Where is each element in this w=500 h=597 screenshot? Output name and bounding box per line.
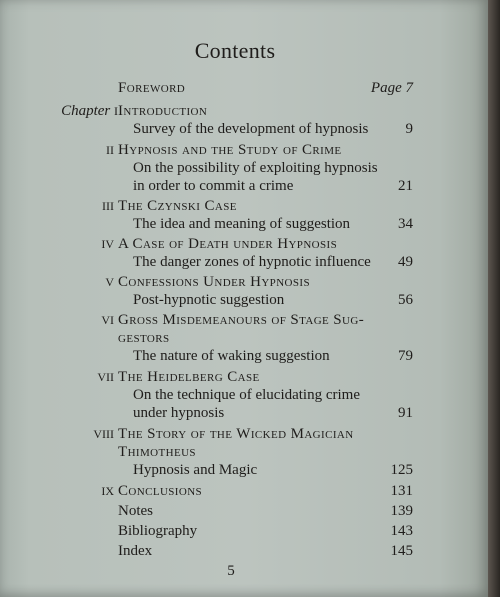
chapter-1-title: Introduction bbox=[118, 103, 208, 119]
notes-page: 139 bbox=[390, 503, 413, 519]
chapter-9-title: Conclusions bbox=[118, 483, 203, 499]
chapter-8-title-line-1: The Story of the Wicked Magician bbox=[118, 426, 354, 442]
notes-label: Notes bbox=[118, 503, 153, 519]
chapter-2-subtitle-line-2: in order to commit a crime bbox=[133, 178, 294, 194]
book-edge bbox=[488, 0, 500, 597]
chapter-1-number: Chapter I bbox=[61, 103, 118, 119]
page-folio: 5 bbox=[227, 563, 235, 579]
chapter-2-number: II bbox=[106, 143, 114, 157]
chapter-4-page: 49 bbox=[398, 254, 413, 270]
chapter-7-subtitle-line-2: under hypnosis bbox=[133, 405, 225, 421]
chapter-3-title: The Czynski Case bbox=[118, 198, 237, 214]
chapter-9-number: IX bbox=[101, 484, 114, 498]
index-page: 145 bbox=[390, 543, 413, 559]
chapter-7-subtitle-line-1: On the technique of elucidating crime bbox=[133, 387, 360, 403]
chapter-5-number: V bbox=[105, 275, 114, 289]
chapter-1-subtitle: Survey of the development of hypnosis bbox=[133, 121, 369, 137]
chapter-6-page: 79 bbox=[398, 348, 413, 364]
chapter-word: Chapter bbox=[61, 103, 111, 119]
index-label: Index bbox=[118, 543, 153, 559]
chapter-2-title: Hypnosis and the Study of Crime bbox=[118, 142, 342, 158]
chapter-6-number: VI bbox=[101, 313, 114, 327]
chapter-5-page: 56 bbox=[398, 292, 413, 308]
chapter-6-subtitle: The nature of waking suggestion bbox=[133, 348, 330, 364]
chapter-3-number: III bbox=[102, 199, 114, 213]
chapter-4-subtitle: The danger zones of hypnotic influence bbox=[133, 254, 371, 270]
chapter-7-title: The Heidelberg Case bbox=[118, 369, 260, 385]
chapter-3-subtitle: The idea and meaning of suggestion bbox=[133, 216, 351, 232]
chapter-1-page: 9 bbox=[405, 121, 413, 137]
page-title: Contents bbox=[194, 38, 276, 63]
chapter-6-title-line-2: gestors bbox=[118, 330, 170, 346]
chapter-8-number: VIII bbox=[93, 427, 114, 441]
bibliography-label: Bibliography bbox=[118, 523, 198, 539]
chapter-4-title: A Case of Death under Hypnosis bbox=[118, 236, 338, 252]
chapter-4-number: IV bbox=[101, 237, 114, 251]
chapter-2-page: 21 bbox=[398, 178, 413, 194]
foreword-label: Foreword bbox=[118, 80, 186, 96]
chapter-3-page: 34 bbox=[398, 216, 413, 232]
chapter-6-title-line-1: Gross Misdemeanours of Stage Sug- bbox=[118, 312, 365, 328]
chapter-5-title: Confessions Under Hypnosis bbox=[118, 274, 310, 290]
chapter-5-subtitle: Post-hypnotic suggestion bbox=[133, 292, 285, 308]
chapter-8-title-line-2: Thimotheus bbox=[118, 444, 196, 460]
chapter-2-subtitle-line-1: On the possibility of exploiting hypnosis bbox=[133, 160, 378, 176]
bibliography-page: 143 bbox=[390, 523, 413, 539]
chapter-7-number: VII bbox=[97, 370, 114, 384]
chapter-8-page: 125 bbox=[390, 462, 413, 478]
chapter-7-page: 91 bbox=[398, 405, 413, 421]
chapter-8-subtitle: Hypnosis and Magic bbox=[133, 462, 258, 478]
foreword-page: Page 7 bbox=[370, 80, 413, 96]
chapter-9-page: 131 bbox=[390, 483, 413, 499]
